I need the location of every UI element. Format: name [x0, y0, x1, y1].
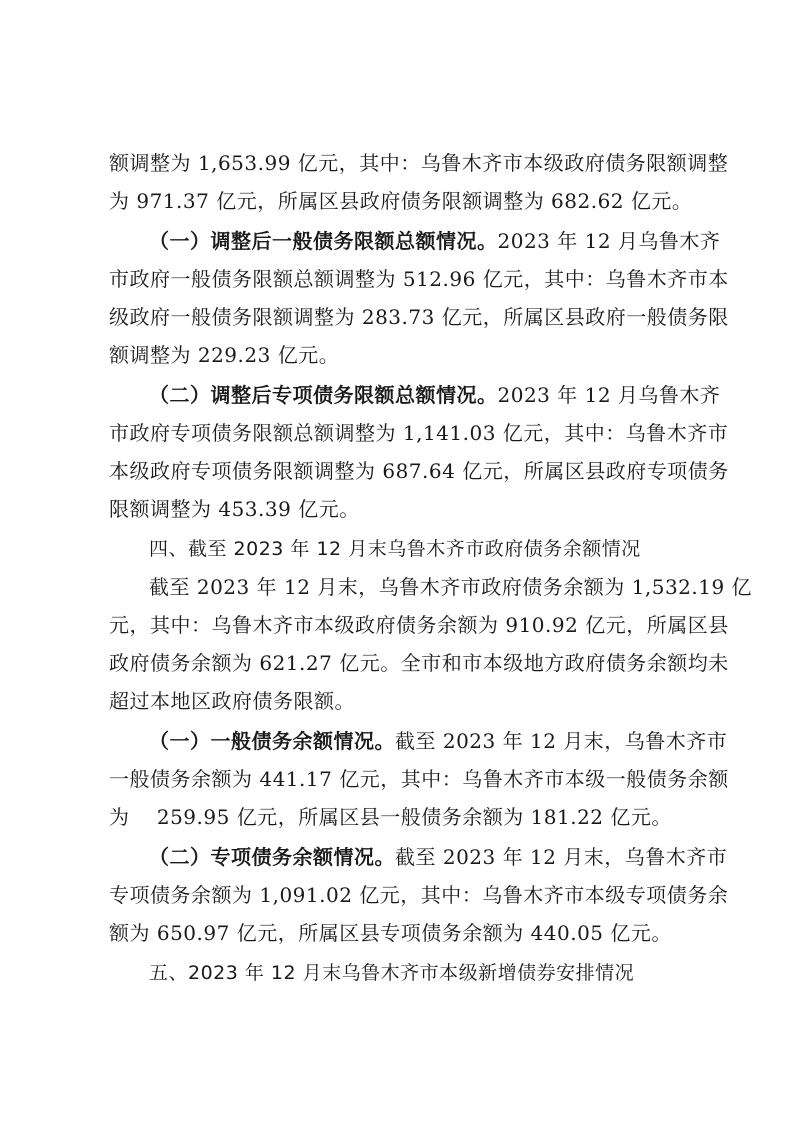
section-heading-text: 五、2023 年 12 月末乌鲁木齐市本级新增债券安排情况 [149, 962, 635, 984]
paragraph-line [109, 688, 689, 714]
paragraph-line [109, 266, 729, 292]
subsection-heading: （一）调整后一般债务限额总额情况。 [149, 229, 498, 253]
section-heading-text: 四、截至 2023 年 12 月末乌鲁木齐市政府债务余额情况 [149, 538, 641, 560]
paragraph-line [109, 304, 729, 330]
line-text: 截至 2023 年 12 月末，乌鲁木齐市 [395, 845, 728, 869]
paragraph-line [109, 458, 729, 484]
line-text: 本级政府专项债务限额调整为 687.64 亿元，所属区县政府专项债务 [109, 459, 729, 483]
line-text: 额调整为 1,653.99 亿元，其中：乌鲁木齐市本级政府债务限额调整 [109, 151, 729, 175]
line-text: 市政府专项债务限额总额调整为 1,141.03 亿元，其中：乌鲁木齐市 [109, 421, 729, 445]
line-text: 限额调整为 453.39 亿元。 [109, 497, 360, 521]
paragraph-line [109, 612, 729, 638]
paragraph-line [109, 804, 689, 830]
subsection-heading: （一）一般债务余额情况。 [149, 729, 395, 753]
subsection-heading: （二）专项债务余额情况。 [149, 845, 395, 869]
paragraph-line [109, 342, 689, 368]
paragraph-line [109, 188, 693, 214]
line-text: 政府债务余额为 621.27 亿元。全市和市本级地方政府债务余额均未 [109, 651, 729, 675]
subsection-heading-line [149, 382, 721, 408]
line-text: 截至 2023 年 12 月末，乌鲁木齐市 [395, 729, 728, 753]
line-text: 专项债务余额为 1,091.02 亿元，其中：乌鲁木齐市本级专项债务余 [109, 883, 729, 907]
section-heading [149, 536, 689, 562]
line-text: 截至 2023 年 12 月末，乌鲁木齐市政府债务余额为 1,532.19 亿 [149, 575, 753, 599]
line-text: 一般债务余额为 441.17 亿元，其中：乌鲁木齐市本级一般债务余额 [109, 767, 729, 791]
paragraph-line [109, 882, 729, 908]
line-text: 市政府一般债务限额总额调整为 512.96 亿元，其中：乌鲁木齐市本 [109, 267, 729, 291]
line-text: 级政府一般债务限额调整为 283.73 亿元，所属区县政府一般债务限 [109, 305, 729, 329]
paragraph-line [109, 420, 729, 446]
line-text: 为 971.37 亿元，所属区县政府债务限额调整为 682.62 亿元。 [109, 189, 693, 213]
paragraph-line [109, 920, 689, 946]
paragraph-line [109, 766, 729, 792]
subsection-heading-line [149, 728, 728, 754]
paragraph-line [109, 496, 689, 522]
line-text: 额为 650.97 亿元，所属区县专项债务余额为 440.05 亿元。 [109, 921, 672, 945]
paragraph-line [109, 650, 729, 676]
line-text: 2023 年 12 月乌鲁木齐 [497, 383, 721, 407]
subsection-heading-line [149, 228, 721, 254]
paragraph-line [109, 150, 729, 176]
subsection-heading-line [149, 844, 728, 870]
line-text: 超过本地区政府债务限额。 [109, 689, 355, 713]
subsection-heading: （二）调整后专项债务限额总额情况。 [149, 383, 498, 407]
section-heading [149, 960, 689, 986]
line-text: 2023 年 12 月乌鲁木齐 [497, 229, 721, 253]
paragraph-line [149, 574, 753, 600]
line-text: 元，其中：乌鲁木齐市本级政府债务余额为 910.92 亿元，所属区县 [109, 613, 729, 637]
line-text: 为 259.95 亿元，所属区县一般债务余额为 181.22 亿元。 [109, 805, 672, 829]
line-text: 额调整为 229.23 亿元。 [109, 343, 340, 367]
